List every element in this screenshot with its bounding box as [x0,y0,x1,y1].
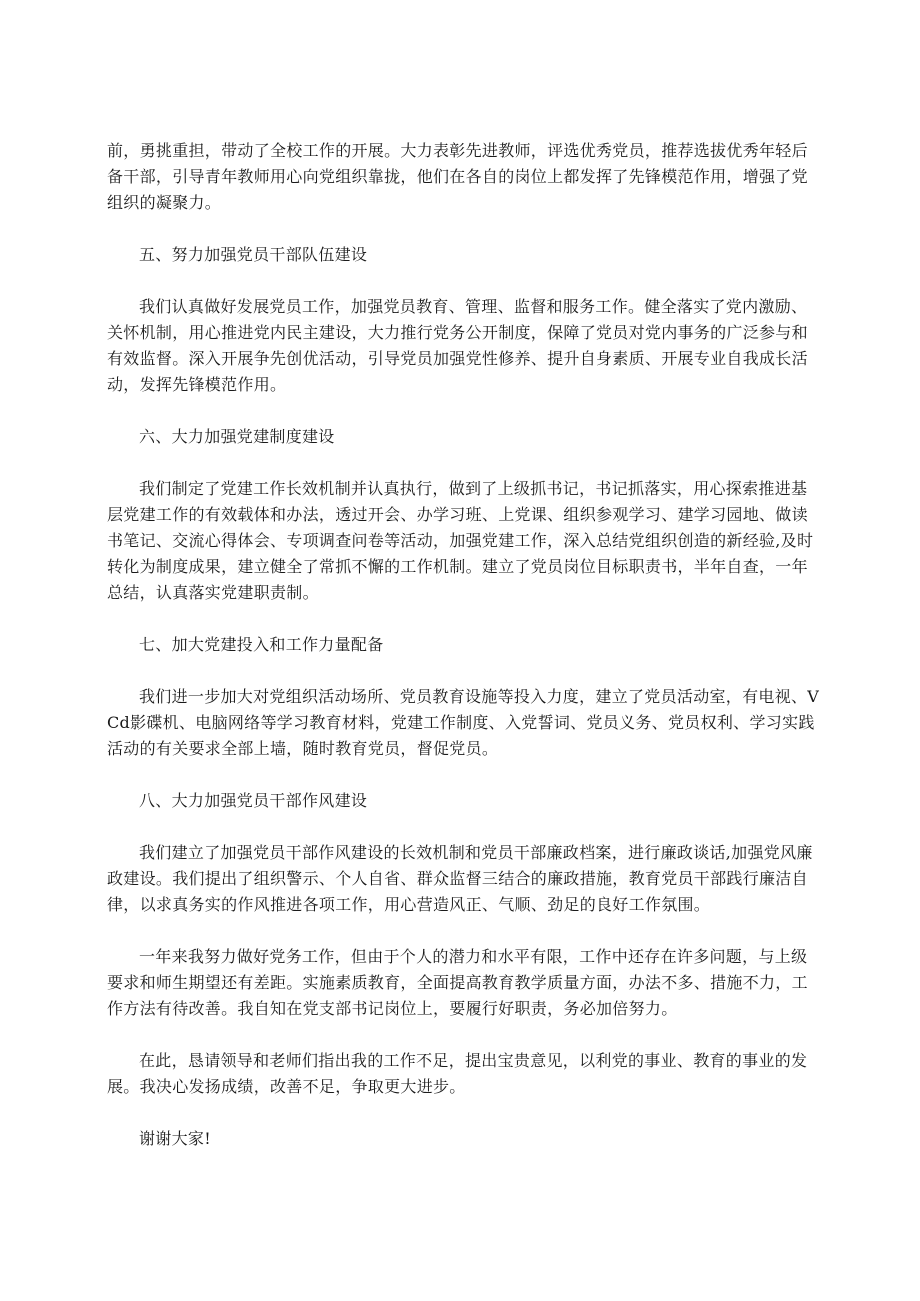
section-7-body: 我们进一步加大对党组织活动场所、党员教育设施等投入力度，建立了党员活动室，有电视、VCd影碟机、电脑网络等学习教育材料，党建工作制度、入党誓词、党员义务、党员权利、学习实践活动的有关要求全部上墙，随时教育党员，督促党员。 [107,687,820,758]
section-8-heading: 八、大力加强党员干部作风建设 [139,791,368,810]
section-7-heading: 七、加大党建投入和工作力量配备 [139,635,384,654]
section-5-heading: 五、努力加强党员干部队伍建设 [139,245,368,264]
thanks-line: 谢谢大家! [139,1129,211,1148]
closing-paragraph-2: 在此，恳请领导和老师们指出我的工作不足，提出宝贵意见，以利党的事业、教育的事业的发展。我决心发扬成绩，改善不足，争取更大进步。 [107,1051,808,1096]
closing-paragraph-1: 一年来我努力做好党务工作，但由于个人的潜力和水平有限，工作中还存在许多问题，与上级要求和师生期望还有差距。实施素质教育，全面提高教育教学质量方面，办法不多、措施不力，工作方法有待改善。我自知在党支部书记岗位上，要履行好职责，务必加倍努力。 [107,947,808,1018]
section-8-body: 我们建立了加强党员干部作风建设的长效机制和党员干部廉政档案，进行廉政谈话,加强党风廉政建设。我们提出了组织警示、个人自省、群众监督三结合的廉政措施，教育党员干部践行廉洁自律，以求真务实的作风推进各项工作，用心营造风正、气顺、劲足的良好工作氛围。 [107,843,813,914]
section-5-body: 我们认真做好发展党员工作，加强党员教育、管理、监督和服务工作。健全落实了党内激励、关怀机制，用心推进党内民主建设，大力推行党务公开制度，保障了党员对党内事务的广泛参与和有效监督。深入开展争先创优活动，引导党员加强党性修养、提升自身素质、开展专业自我成长活动，发挥先锋模范作用。 [107,297,808,394]
document-page [107,138,823,1178]
section-6-heading: 六、大力加强党建制度建设 [139,427,335,446]
intro-continuation-paragraph: 前，勇挑重担，带动了全校工作的开展。大力表彰先进教师，评选优秀党员，推荐选拔优秀年轻后备干部，引导青年教师用心向党组织靠拢，他们在各自的岗位上都发挥了先锋模范作用，增强了党组织的凝聚力。 [107,141,808,212]
section-6-body: 我们制定了党建工作长效机制并认真执行，做到了上级抓书记，书记抓落实，用心探索推进基层党建工作的有效载体和办法，透过开会、办学习班、上党课、组织参观学习、建学习园地、做读书笔记、交流心得体会、专项调查问卷等活动，加强党建工作，深入总结党组织创造的新经验,及时转化为制度成果，建立健全了常抓不懈的工作机制。建立了党员岗位目标职责书，半年自查，一年总结，认真落实党建职责制。 [107,479,814,602]
